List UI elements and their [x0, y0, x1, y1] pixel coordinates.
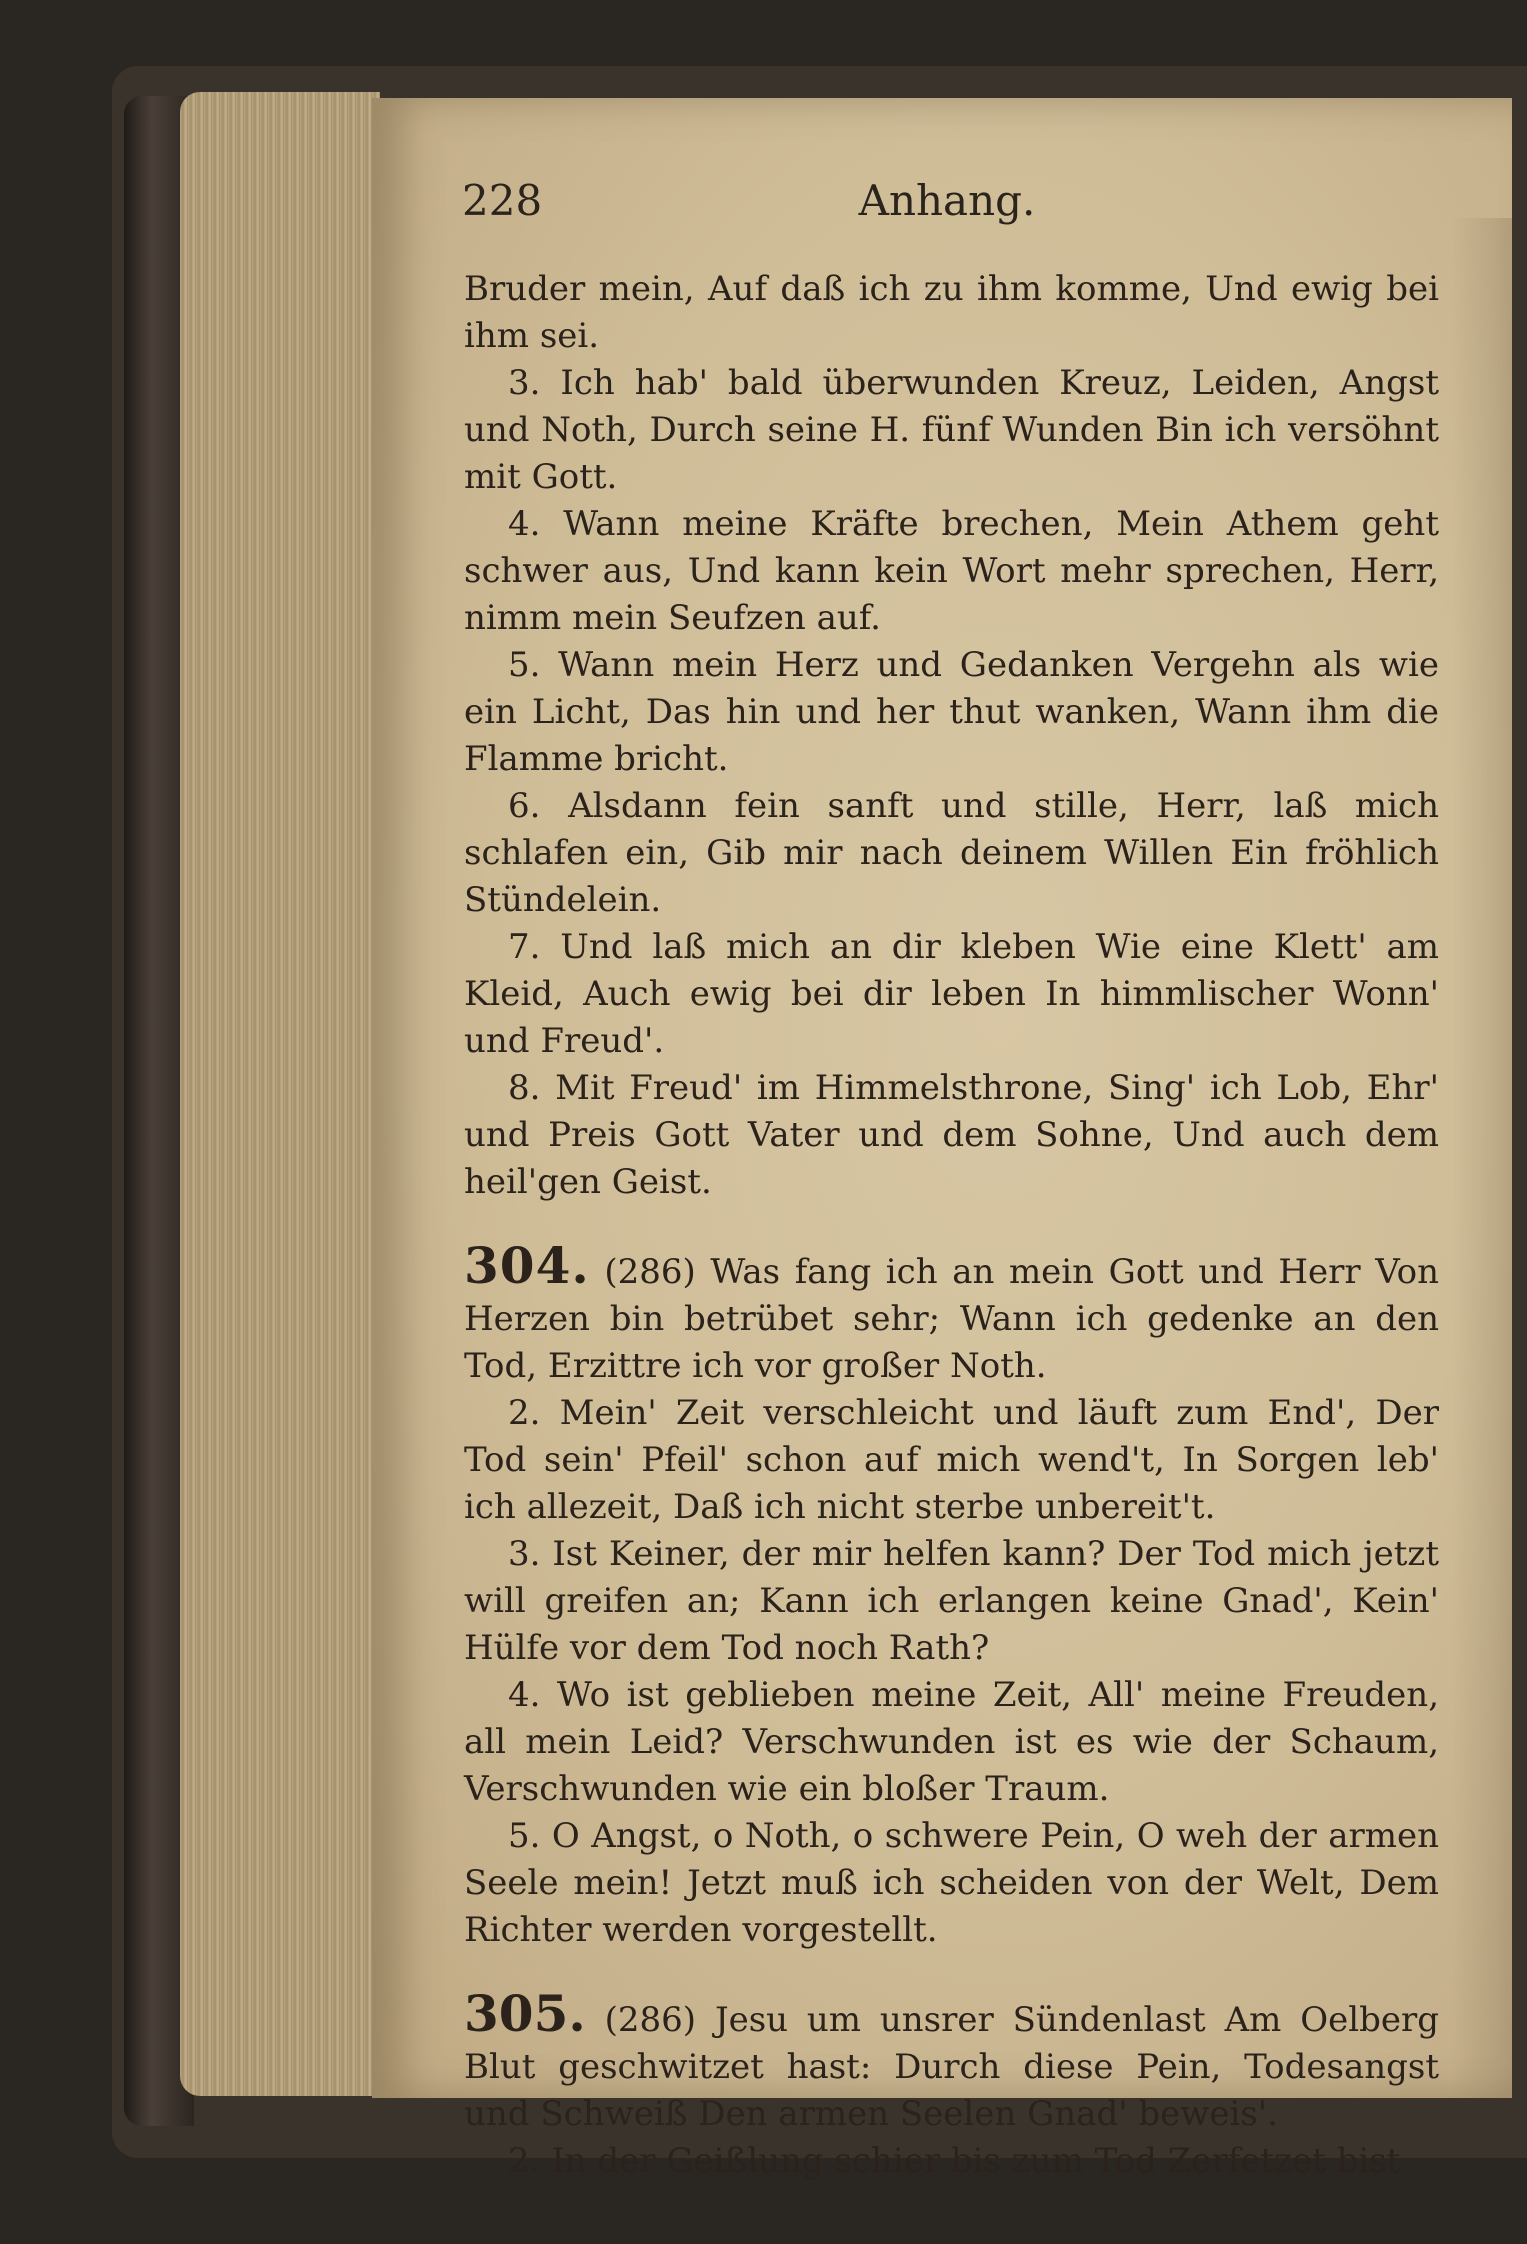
- verse: 6. Alsdann fein sanft und stille, Herr, laß mich schlafen ein, Gib mir nach deinem Willen Ein fröhlich Stündelein.: [464, 786, 1439, 920]
- hymn-first-verse: Was fang ich an mein Gott und Herr Von Herzen bin betrübet sehr; Wann ich gedenke an den Tod, Erzittre ich vor großer Noth.: [464, 1252, 1440, 1386]
- verse: 3. Ich hab' bald überwunden Kreuz, Leiden, Angst und Noth, Durch seine H. fünf Wunden Bin ich versöhnt mit Gott.: [464, 363, 1439, 497]
- verse: 5. O Angst, o Noth, o schwere Pein, O weh der armen Seele mein! Jetzt muß ich scheiden von der Welt, Dem Richter werden vorgestellt.: [464, 1816, 1439, 1950]
- verse: 5. Wann mein Herz und Gedanken Vergehn als wie ein Licht, Das hin und her thut wanken, Wann ihm die Flamme bricht.: [464, 645, 1439, 779]
- hymn-reference: (286): [604, 2000, 697, 2040]
- page-number: 228: [462, 176, 543, 225]
- verse: 8. Mit Freud' im Himmelsthrone, Sing' ich Lob, Ehr' und Preis Gott Vater und dem Sohne, Und auch dem heil'gen Geist.: [464, 1068, 1439, 1202]
- page-header: [462, 176, 1432, 246]
- verse: 2. In der Geißlung schier bis zum Tod Zerfetzet bist: [508, 2141, 1401, 2181]
- page-bleed-through: [1452, 218, 1512, 2098]
- hymn-reference: (286): [604, 1252, 696, 1292]
- verse: 7. Und laß mich an dir kleben Wie eine Klett' am Kleid, Auch ewig bei dir leben In himmlischer Wonn' und Freud'.: [464, 927, 1439, 1061]
- running-title: Anhang.: [858, 176, 1036, 225]
- hymn-number: 305.: [464, 1984, 586, 2043]
- verse: 3. Ist Keiner, der mir helfen kann? Der Tod mich jetzt will greifen an; Kann ich erlangen keine Gnad', Kein' Hülfe vor dem Tod noch Rath?: [464, 1534, 1439, 1668]
- hymn-first-verse: Jesu um unsrer Sündenlast Am Oelberg Blut geschwitzet hast: Durch diese Pein, Todesangst und Schweiß Den armen Seelen Gnad' beweis'.: [464, 2000, 1439, 2134]
- verse: 4. Wo ist geblieben meine Zeit, All' meine Freuden, all mein Leid? Verschwunden ist es wie der Schaum, Verschwunden wie ein bloßer Traum.: [464, 1675, 1439, 1809]
- page-edges: [180, 92, 380, 2096]
- verse: 2. Mein' Zeit verschleicht und läuft zum End', Der Tod sein' Pfeil' schon auf mich wend't, In Sorgen leb' ich allezeit, Daß ich nicht sterbe unbereit't.: [464, 1393, 1439, 1527]
- hymn-304: [464, 1236, 1440, 1390]
- book-page: [372, 98, 1512, 2181]
- hymn-305: [464, 1984, 1439, 2138]
- hymn-number: 304.: [464, 1236, 590, 1295]
- verse: 4. Wann meine Kräfte brechen, Mein Athem geht schwer aus, Und kann kein Wort mehr sprechen, Herr, nimm mein Seufzen auf.: [464, 504, 1439, 638]
- page-text: [464, 266, 1439, 2185]
- verse-continuation: Bruder mein, Auf daß ich zu ihm komme, Und ewig bei ihm sei.: [464, 269, 1439, 356]
